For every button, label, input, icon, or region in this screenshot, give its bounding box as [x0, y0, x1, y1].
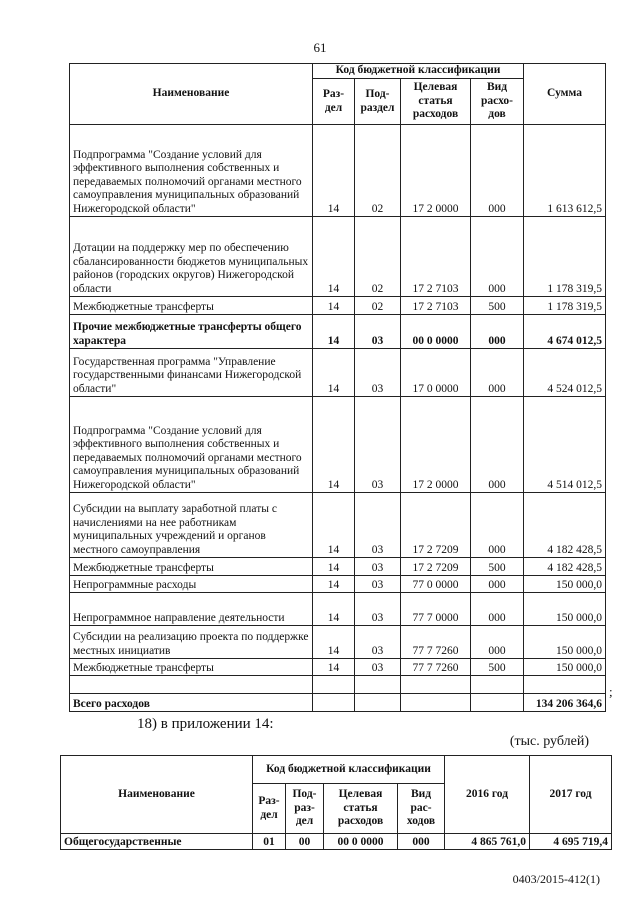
cell-sum: 4 674 012,5: [524, 315, 606, 349]
t2-header-2017: 2017 год: [530, 756, 612, 834]
cell-name: Подпрограмма "Создание условий для эффективного выполнения собственных и передаваемых полномочий органами местного самоуправления муниципальных образований Нижегородской области": [70, 397, 313, 493]
cell-sum: 1 178 319,5: [524, 297, 606, 315]
cell-razdel: 01: [253, 834, 286, 850]
table-row: [70, 349, 606, 397]
cell-podrazdel: [355, 676, 401, 694]
cell-vid: 500: [471, 659, 524, 676]
table-row: [61, 834, 612, 850]
cell-name: Непрограммное направление деятельности: [70, 593, 313, 626]
cell-podrazdel: 03: [355, 349, 401, 397]
cell-podrazdel: 03: [355, 558, 401, 576]
table-row: [70, 493, 606, 558]
cell-sum: [524, 676, 606, 694]
header-type: Вид расхо-дов: [471, 79, 524, 125]
cell-razdel: 14: [313, 217, 355, 297]
cell-razdel: 14: [313, 558, 355, 576]
cell-name: Подпрограмма "Создание условий для эффективного выполнения собственных и передаваемых полномочий органами местного самоуправления муниципальных образований Нижегородской области": [70, 125, 313, 217]
table-row: [70, 694, 606, 712]
cell-sum: 4 524 012,5: [524, 349, 606, 397]
cell-vid: 000: [471, 493, 524, 558]
page-number: 61: [313, 40, 327, 55]
cell-razdel: [313, 676, 355, 694]
section-title: 18) в приложении 14:: [137, 716, 274, 732]
table-row: [70, 576, 606, 593]
cell-sum: 150 000,0: [524, 593, 606, 626]
t2-header-2016: 2016 год: [445, 756, 530, 834]
cell-vid: [471, 676, 524, 694]
cell-vid: 000: [398, 834, 445, 850]
cell-sum: 4 182 428,5: [524, 493, 606, 558]
cell-target: 77 7 0000: [401, 593, 471, 626]
t2-header-code-group: Код бюджетной классификации: [253, 756, 445, 784]
cell-podrazdel: 03: [355, 576, 401, 593]
cell-razdel: 14: [313, 576, 355, 593]
t2-header-target: Целевая статья расходов: [324, 784, 398, 834]
table-row: [70, 315, 606, 349]
cell-podrazdel: 02: [355, 297, 401, 315]
table-row: [70, 626, 606, 659]
cell-podrazdel: 02: [355, 125, 401, 217]
cell-razdel: 14: [313, 593, 355, 626]
cell-razdel: 14: [313, 397, 355, 493]
cell-name: Общегосударственные: [61, 834, 253, 850]
cell-name: Межбюджетные трансферты: [70, 558, 313, 576]
appendix-14-table-body: [61, 834, 612, 850]
cell-razdel: 14: [313, 125, 355, 217]
cell-name: Дотации на поддержку мер по обеспечению сбалансированности бюджетов муниципальных районов (городских округов) Нижегородской области: [70, 217, 313, 297]
t2-header-subsection: Под-раз-дел: [286, 784, 324, 834]
table-row: [70, 593, 606, 626]
cell-name: Субсидии на выплату заработной платы с начислениями на нее работникам муниципальных учреждений и органов местного самоуправления: [70, 493, 313, 558]
cell-razdel: [313, 694, 355, 712]
table-row: [70, 676, 606, 694]
t2-header-section: Раз-дел: [253, 784, 286, 834]
cell-sum: 4 514 012,5: [524, 397, 606, 493]
cell-target: 00 0 0000: [324, 834, 398, 850]
cell-vid: 000: [471, 217, 524, 297]
t2-header-type: Вид рас-ходов: [398, 784, 445, 834]
cell-target: 77 7 7260: [401, 626, 471, 659]
cell-razdel: 14: [313, 297, 355, 315]
cell-target: 17 0 0000: [401, 349, 471, 397]
table-row: [70, 659, 606, 676]
cell-vid: 000: [471, 349, 524, 397]
cell-vid: 000: [471, 315, 524, 349]
cell-name: Непрограммные расходы: [70, 576, 313, 593]
cell-vid: 000: [471, 576, 524, 593]
cell-target: 17 2 7209: [401, 558, 471, 576]
cell-vid: 000: [471, 626, 524, 659]
cell-vid: 500: [471, 297, 524, 315]
header-subsection: Под-раздел: [355, 79, 401, 125]
cell-name: Государственная программа "Управление государственными финансами Нижегородской области": [70, 349, 313, 397]
header-name: Наименование: [70, 64, 313, 125]
budget-table-body: [70, 125, 606, 712]
budget-table: [69, 63, 606, 712]
cell-razdel: 14: [313, 493, 355, 558]
footer-code: 0403/2015-412(1): [512, 872, 600, 886]
cell-podrazdel: 00: [286, 834, 324, 850]
cell-podrazdel: 03: [355, 593, 401, 626]
cell-vid: 000: [471, 593, 524, 626]
cell-sum: 134 206 364,6: [524, 694, 606, 712]
cell-target: 77 7 7260: [401, 659, 471, 676]
cell-podrazdel: [355, 694, 401, 712]
cell-target: 17 2 7103: [401, 297, 471, 315]
cell-vid: [471, 694, 524, 712]
cell-podrazdel: 02: [355, 217, 401, 297]
cell-name: Межбюджетные трансферты: [70, 659, 313, 676]
cell-sum: 150 000,0: [524, 576, 606, 593]
table-row: [70, 125, 606, 217]
cell-target: 77 0 0000: [401, 576, 471, 593]
cell-target: 17 2 7103: [401, 217, 471, 297]
units-label: (тыс. рублей): [509, 734, 589, 749]
cell-sum: 1 613 612,5: [524, 125, 606, 217]
cell-target: [401, 694, 471, 712]
cell-sum: 150 000,0: [524, 626, 606, 659]
cell-razdel: 14: [313, 659, 355, 676]
cell-name: Субсидии на реализацию проекта по поддержке местных инициатив: [70, 626, 313, 659]
cell-name: [70, 676, 313, 694]
header-amount: Сумма: [524, 64, 606, 125]
after-mark: ;: [609, 684, 613, 699]
cell-sum: 150 000,0: [524, 659, 606, 676]
cell-target: 17 2 7209: [401, 493, 471, 558]
cell-sum: 1 178 319,5: [524, 217, 606, 297]
cell-target: [401, 676, 471, 694]
cell-vid: 000: [471, 397, 524, 493]
cell-target: 17 2 0000: [401, 397, 471, 493]
cell-razdel: 14: [313, 626, 355, 659]
cell-razdel: 14: [313, 349, 355, 397]
cell-y2016: 4 865 761,0: [445, 834, 530, 850]
cell-y2017: 4 695 719,4: [530, 834, 612, 850]
cell-vid: 500: [471, 558, 524, 576]
cell-podrazdel: 03: [355, 659, 401, 676]
header-section: Раз-дел: [313, 79, 355, 125]
header-code-group: Код бюджетной классификации: [313, 64, 524, 79]
cell-razdel: 14: [313, 315, 355, 349]
cell-name: Всего расходов: [70, 694, 313, 712]
cell-sum: 4 182 428,5: [524, 558, 606, 576]
header-target: Целевая статья расходов: [401, 79, 471, 125]
cell-podrazdel: 03: [355, 493, 401, 558]
t2-header-name: Наименование: [61, 756, 253, 834]
cell-podrazdel: 03: [355, 315, 401, 349]
table-row: [70, 558, 606, 576]
cell-name: Межбюджетные трансферты: [70, 297, 313, 315]
cell-podrazdel: 03: [355, 626, 401, 659]
cell-vid: 000: [471, 125, 524, 217]
appendix-14-table: [60, 755, 612, 850]
cell-name: Прочие межбюджетные трансферты общего характера: [70, 315, 313, 349]
cell-podrazdel: 03: [355, 397, 401, 493]
table-row: [70, 397, 606, 493]
table-row: [70, 297, 606, 315]
cell-target: 00 0 0000: [401, 315, 471, 349]
cell-target: 17 2 0000: [401, 125, 471, 217]
table-row: [70, 217, 606, 297]
